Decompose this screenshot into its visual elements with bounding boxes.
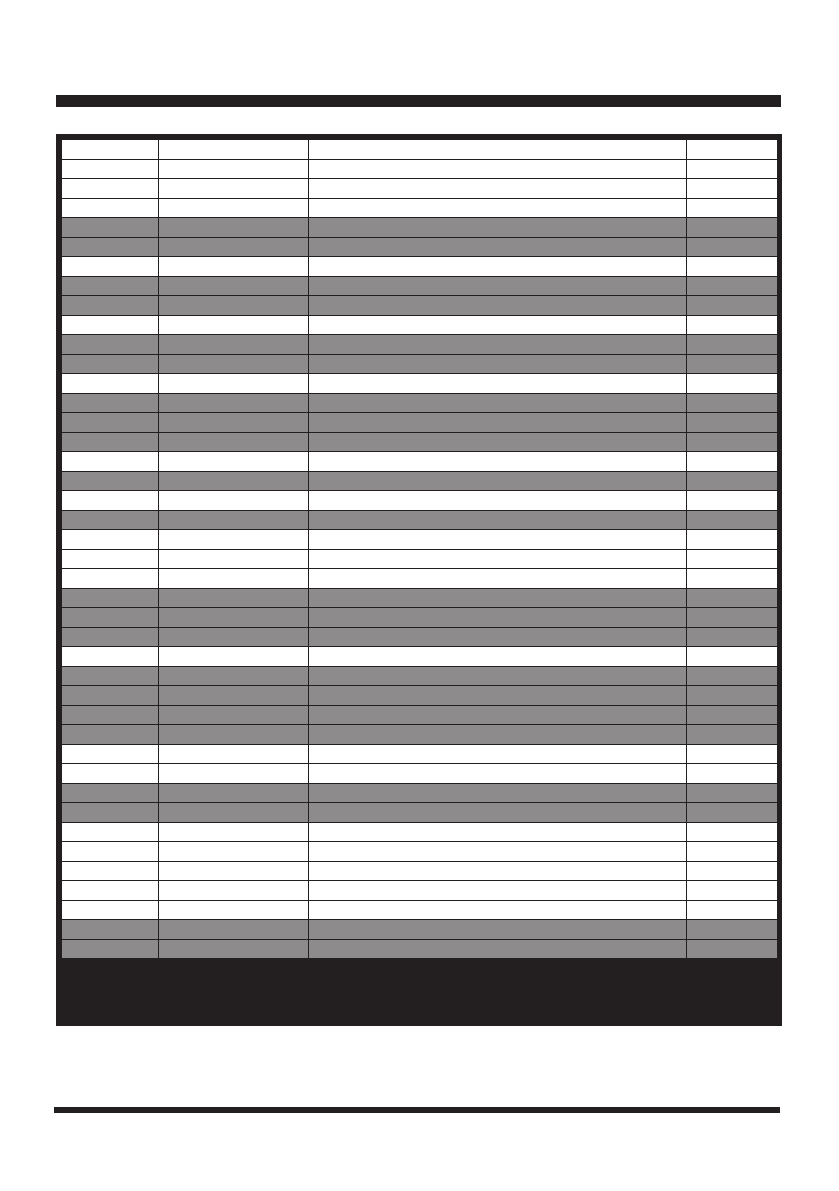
table-cell bbox=[159, 218, 309, 238]
table-cell bbox=[687, 569, 778, 589]
table-cell bbox=[62, 257, 159, 277]
table-cell bbox=[687, 491, 778, 511]
table-cell bbox=[687, 764, 778, 784]
table-row bbox=[62, 296, 778, 316]
table-cell bbox=[309, 900, 687, 920]
table-row bbox=[62, 705, 778, 725]
table-row bbox=[62, 647, 778, 667]
table-cell bbox=[62, 471, 159, 491]
table-row bbox=[62, 842, 778, 862]
table-cell bbox=[309, 920, 687, 940]
table-cell bbox=[62, 627, 159, 647]
header-rule bbox=[56, 95, 781, 107]
table-row bbox=[62, 686, 778, 706]
table-cell bbox=[159, 569, 309, 589]
table-cell bbox=[687, 861, 778, 881]
table-cell bbox=[62, 842, 159, 862]
table-cell bbox=[687, 413, 778, 433]
table-cell bbox=[309, 413, 687, 433]
table-row bbox=[62, 413, 778, 433]
table-cell bbox=[309, 666, 687, 686]
table-cell bbox=[62, 686, 159, 706]
table-cell bbox=[159, 764, 309, 784]
table-cell bbox=[687, 705, 778, 725]
footer-rule bbox=[54, 1107, 780, 1113]
table-cell bbox=[687, 179, 778, 199]
table-row bbox=[62, 725, 778, 745]
table-cell bbox=[62, 920, 159, 940]
table-cell bbox=[687, 842, 778, 862]
table-row bbox=[62, 588, 778, 608]
table-cell bbox=[309, 257, 687, 277]
table-cell bbox=[687, 198, 778, 218]
table-cell bbox=[159, 920, 309, 940]
table-cell bbox=[62, 705, 159, 725]
table-row bbox=[62, 861, 778, 881]
table-cell bbox=[159, 647, 309, 667]
table-cell bbox=[309, 198, 687, 218]
table-cell bbox=[62, 744, 159, 764]
table-cell bbox=[687, 315, 778, 335]
table-cell bbox=[159, 393, 309, 413]
table-cell bbox=[62, 393, 159, 413]
table-cell bbox=[159, 783, 309, 803]
table-cell bbox=[62, 764, 159, 784]
table-cell bbox=[687, 393, 778, 413]
table-cell bbox=[159, 900, 309, 920]
table-row bbox=[62, 939, 778, 959]
table-cell bbox=[62, 237, 159, 257]
table-row bbox=[62, 257, 778, 277]
table-cell bbox=[159, 803, 309, 823]
table-row bbox=[62, 881, 778, 901]
table-cell bbox=[687, 530, 778, 550]
table-row bbox=[62, 666, 778, 686]
table-cell bbox=[159, 842, 309, 862]
table-cell bbox=[62, 510, 159, 530]
table-cell bbox=[687, 725, 778, 745]
table-cell bbox=[687, 666, 778, 686]
table-row bbox=[62, 549, 778, 569]
table-row bbox=[62, 374, 778, 394]
table-cell bbox=[62, 198, 159, 218]
table-cell bbox=[687, 627, 778, 647]
table-cell bbox=[159, 413, 309, 433]
table-row bbox=[62, 900, 778, 920]
table-cell bbox=[62, 452, 159, 472]
table-row bbox=[62, 198, 778, 218]
table-cell bbox=[687, 276, 778, 296]
table-cell bbox=[687, 354, 778, 374]
table-row bbox=[62, 608, 778, 628]
table-cell bbox=[159, 432, 309, 452]
table-cell bbox=[62, 432, 159, 452]
table-cell bbox=[62, 822, 159, 842]
table-row bbox=[62, 744, 778, 764]
table-cell bbox=[62, 315, 159, 335]
table-cell bbox=[62, 939, 159, 959]
table-cell bbox=[309, 861, 687, 881]
table-cell bbox=[309, 491, 687, 511]
table-cell bbox=[687, 510, 778, 530]
table-cell bbox=[62, 140, 159, 160]
table-row bbox=[62, 159, 778, 179]
table-cell bbox=[309, 783, 687, 803]
table-cell bbox=[687, 335, 778, 355]
table-cell bbox=[687, 588, 778, 608]
table-row bbox=[62, 569, 778, 589]
table-cell bbox=[687, 257, 778, 277]
table-cell bbox=[62, 491, 159, 511]
table-cell bbox=[687, 432, 778, 452]
table-cell bbox=[687, 744, 778, 764]
table-cell bbox=[62, 900, 159, 920]
table-row bbox=[62, 803, 778, 823]
table-row bbox=[62, 354, 778, 374]
table-cell bbox=[62, 647, 159, 667]
table-cell bbox=[309, 588, 687, 608]
data-table bbox=[61, 139, 778, 959]
table-cell bbox=[159, 198, 309, 218]
table-cell bbox=[159, 744, 309, 764]
table-cell bbox=[309, 744, 687, 764]
table-row bbox=[62, 140, 778, 160]
table-cell bbox=[62, 725, 159, 745]
table-cell bbox=[309, 842, 687, 862]
table-cell bbox=[159, 725, 309, 745]
table-row bbox=[62, 432, 778, 452]
table-row bbox=[62, 276, 778, 296]
table-cell bbox=[62, 666, 159, 686]
table-cell bbox=[62, 549, 159, 569]
table-cell bbox=[309, 393, 687, 413]
table-cell bbox=[159, 276, 309, 296]
table-cell bbox=[309, 822, 687, 842]
table-cell bbox=[309, 510, 687, 530]
table-row bbox=[62, 452, 778, 472]
table-cell bbox=[62, 218, 159, 238]
table-cell bbox=[309, 432, 687, 452]
table-cell bbox=[309, 725, 687, 745]
table-cell bbox=[159, 510, 309, 530]
table-row bbox=[62, 530, 778, 550]
table-cell bbox=[62, 276, 159, 296]
table-cell bbox=[159, 608, 309, 628]
table-cell bbox=[62, 335, 159, 355]
table-cell bbox=[309, 608, 687, 628]
table-cell bbox=[159, 335, 309, 355]
table-cell bbox=[62, 413, 159, 433]
table-cell bbox=[159, 140, 309, 160]
table-cell bbox=[159, 374, 309, 394]
table-cell bbox=[687, 900, 778, 920]
table-cell bbox=[309, 471, 687, 491]
table-cell bbox=[159, 471, 309, 491]
table-cell bbox=[309, 549, 687, 569]
table-cell bbox=[159, 549, 309, 569]
table-cell bbox=[159, 491, 309, 511]
table-cell bbox=[159, 354, 309, 374]
table-cell bbox=[687, 218, 778, 238]
table-row bbox=[62, 218, 778, 238]
table-row bbox=[62, 822, 778, 842]
table-cell bbox=[62, 861, 159, 881]
table-cell bbox=[309, 159, 687, 179]
table-cell bbox=[309, 686, 687, 706]
table-body bbox=[62, 140, 778, 959]
table-row bbox=[62, 237, 778, 257]
table-cell bbox=[309, 569, 687, 589]
table-cell bbox=[687, 920, 778, 940]
table-cell bbox=[687, 822, 778, 842]
table-cell bbox=[687, 237, 778, 257]
table-cell bbox=[687, 647, 778, 667]
table-cell bbox=[309, 218, 687, 238]
table-cell bbox=[159, 296, 309, 316]
table-cell bbox=[309, 881, 687, 901]
table-cell bbox=[159, 627, 309, 647]
table-cell bbox=[309, 354, 687, 374]
table-row bbox=[62, 393, 778, 413]
table-cell bbox=[62, 803, 159, 823]
table-row bbox=[62, 920, 778, 940]
table-cell bbox=[687, 686, 778, 706]
table-cell bbox=[309, 296, 687, 316]
table-cell bbox=[309, 179, 687, 199]
table-cell bbox=[687, 140, 778, 160]
table-cell bbox=[309, 647, 687, 667]
table-cell bbox=[159, 588, 309, 608]
table-cell bbox=[309, 939, 687, 959]
table-row bbox=[62, 335, 778, 355]
table-row bbox=[62, 510, 778, 530]
table-cell bbox=[309, 705, 687, 725]
table-cell bbox=[159, 530, 309, 550]
table-cell bbox=[159, 861, 309, 881]
table-row bbox=[62, 179, 778, 199]
table-cell bbox=[159, 179, 309, 199]
table-cell bbox=[159, 705, 309, 725]
table-cell bbox=[309, 237, 687, 257]
table-cell bbox=[159, 315, 309, 335]
table-cell bbox=[309, 764, 687, 784]
table-cell bbox=[62, 530, 159, 550]
table-cell bbox=[159, 822, 309, 842]
table-cell bbox=[159, 452, 309, 472]
table-cell bbox=[62, 296, 159, 316]
table-cell bbox=[159, 257, 309, 277]
table-cell bbox=[687, 608, 778, 628]
table-cell bbox=[309, 315, 687, 335]
table-cell bbox=[687, 452, 778, 472]
table-row bbox=[62, 315, 778, 335]
data-table-frame bbox=[56, 134, 782, 1026]
table-cell bbox=[159, 686, 309, 706]
table-cell bbox=[62, 159, 159, 179]
table-cell bbox=[687, 159, 778, 179]
table-cell bbox=[159, 159, 309, 179]
table-cell bbox=[687, 939, 778, 959]
table-cell bbox=[159, 666, 309, 686]
table-row bbox=[62, 764, 778, 784]
table-cell bbox=[62, 569, 159, 589]
table-row bbox=[62, 783, 778, 803]
table-cell bbox=[62, 881, 159, 901]
table-cell bbox=[309, 530, 687, 550]
table-cell bbox=[62, 354, 159, 374]
table-cell bbox=[62, 588, 159, 608]
table-cell bbox=[62, 179, 159, 199]
table-cell bbox=[62, 783, 159, 803]
table-cell bbox=[309, 335, 687, 355]
table-cell bbox=[687, 549, 778, 569]
table-cell bbox=[159, 237, 309, 257]
table-cell bbox=[62, 374, 159, 394]
table-cell bbox=[309, 452, 687, 472]
table-cell bbox=[62, 608, 159, 628]
table-cell bbox=[309, 803, 687, 823]
table-cell bbox=[687, 374, 778, 394]
table-cell bbox=[309, 140, 687, 160]
table-cell bbox=[159, 881, 309, 901]
table-cell bbox=[687, 296, 778, 316]
table-cell bbox=[309, 276, 687, 296]
table-cell bbox=[687, 783, 778, 803]
table-cell bbox=[687, 881, 778, 901]
table-cell bbox=[687, 803, 778, 823]
table-cell bbox=[687, 471, 778, 491]
table-row bbox=[62, 627, 778, 647]
table-cell bbox=[309, 374, 687, 394]
table-row bbox=[62, 471, 778, 491]
table-row bbox=[62, 491, 778, 511]
table-cell bbox=[159, 939, 309, 959]
table-cell bbox=[309, 627, 687, 647]
